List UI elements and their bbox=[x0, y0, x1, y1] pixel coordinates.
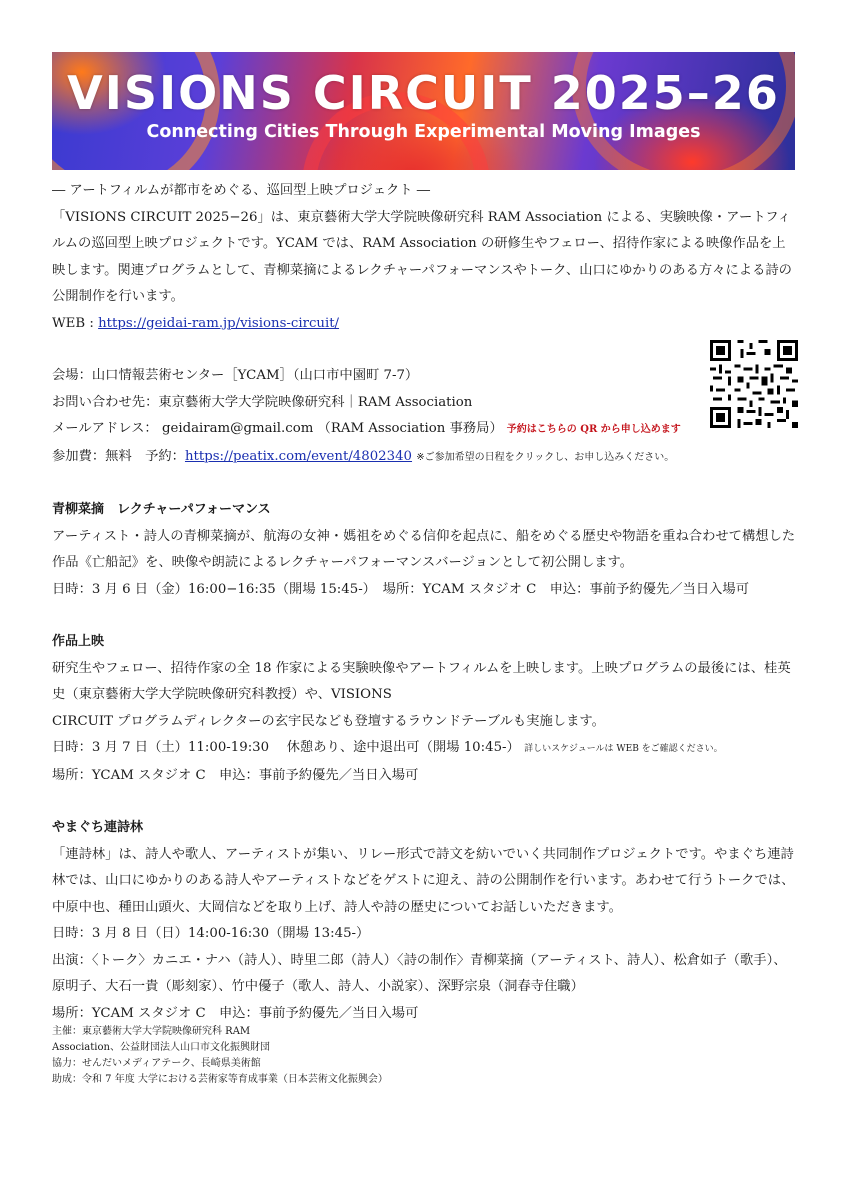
section1-body: アーティスト・詩人の青柳菜摘が、航海の女神・媽祖をめぐる信仰を起点に、船をめぐる歴史や物語を重ね合わせて構想した作品《亡船記》を、映像や朗読によるレクチャーパフォーマンスバージョンとして初公開します。 bbox=[52, 528, 796, 570]
contact-line: お問い合わせ先：東京藝術大学大学院映像研究科｜RAM Association bbox=[52, 394, 473, 410]
intro-tagline: ― アートフィルムが都市をめぐる、巡回型上映プロジェクト ― bbox=[52, 183, 431, 198]
credits-footer bbox=[52, 1024, 452, 1088]
venue-line: 会場：山口情報芸術センター［YCAM］（山口市中園町 7-7） bbox=[52, 368, 419, 383]
intro-body: 「VISIONS CIRCUIT 2025−26」は、東京藝術大学大学院映像研究科 RAM Association による、実験映像・アートフィルムの巡回型上映プロジェクトです。YCAM では、RAM Association の研修生やフェロー、招待作家による映像作品を上映します。関連プログラムとして、青柳菜摘によるレクチャーパフォーマンスやトーク、山口にゆかりのある方々による詩の公開制作を行います。 bbox=[52, 209, 792, 304]
section3-heading: やまぐち連詩林 bbox=[52, 820, 144, 835]
email-line bbox=[52, 416, 797, 444]
section2-body1: 研究生やフェロー、招待作家の全 18 作家による実験映像やアートフィルムを上映します。上映プログラムの最後には、桂英史（東京藝術大学大学院映像研究科教授）や、VISIONS bbox=[52, 660, 791, 702]
email-note: （RAM Association 事務局） bbox=[317, 421, 503, 436]
fee-note: ※ご参加希望の日程をクリックし、お申し込みください。 bbox=[416, 451, 675, 463]
main-content bbox=[52, 178, 797, 1027]
section2-schedule bbox=[52, 735, 797, 763]
fee-prefix: 参加費：無料 予約： bbox=[52, 448, 185, 464]
section3-schedule: 日時：3 月 8 日（日）14:00-16:30（開場 13:45-） bbox=[52, 926, 370, 941]
section2-schedule-note: 詳しいスケジュールは WEB をご確認ください。 bbox=[524, 744, 723, 754]
section2-place: 場所：YCAM スタジオ C 申込：事前予約優先／当日入場可 bbox=[52, 767, 419, 783]
section2-body2: CIRCUIT プログラムディレクターの玄宇民なども登壇するラウンドテーブルも実施します。 bbox=[52, 713, 605, 729]
footer-cooperation: 協力：せんだいメディアテーク、長崎県美術館 bbox=[52, 1058, 261, 1069]
section3-place: 場所：YCAM スタジオ C 申込：事前予約優先／当日入場可 bbox=[52, 1005, 419, 1021]
qr-note: 予約はこちらの QR から申し込めます bbox=[506, 424, 681, 435]
footer-grant: 助成：令和 7 年度 大学における芸術家等育成事業（日本芸術文化振興会） bbox=[52, 1074, 388, 1085]
web-line bbox=[52, 311, 797, 338]
section2-schedule-text: 日時：3 月 7 日（土）11:00-19:30 休憩あり、途中退出可（開場 10:45-） bbox=[52, 740, 520, 755]
fee-line bbox=[52, 444, 797, 472]
section3-body: 「連詩林」は、詩人や歌人、アーティストが集い、リレー形式で詩文を紡いでいく共同制作プロジェクトです。やまぐち連詩林では、山口にゆかりのある詩人やアーティストなどをゲストに迎え、詩の公開制作を行います。あわせて行うトークでは、中原中也、種田山頭火、大岡信などを取り上げ、詩人や詩の歴史についてお話しいただきます。 bbox=[52, 846, 795, 915]
section1-heading: 青柳菜摘 レクチャーパフォーマンス bbox=[52, 502, 271, 517]
banner-subtitle: Connecting Cities Through Experimental Moving Images bbox=[146, 122, 701, 142]
email-address[interactable]: geidairam@gmail.com bbox=[161, 421, 314, 436]
banner-title: VISIONS CIRCUIT 2025–26 bbox=[67, 66, 780, 120]
section3-cast: 出演：〈トーク〉カニエ・ナハ（詩人）、時里二郎（詩人）〈詩の制作〉青柳菜摘（アーティスト、詩人）、松倉如子（歌手）、原明子、大石一貴（彫刻家）、竹中優子（歌人、詩人、小説家）、深野宗泉（洞春寺住職） bbox=[52, 952, 787, 994]
email-label: メールアドレス： bbox=[52, 421, 158, 436]
hero-banner bbox=[52, 52, 795, 170]
web-link[interactable]: https://geidai-ram.jp/visions-circuit/ bbox=[98, 315, 340, 331]
footer-organizer-2: Association、公益財団法人山口市文化振興財団 bbox=[52, 1042, 270, 1053]
web-label: WEB : bbox=[52, 315, 99, 331]
footer-organizer-1: 主催：東京藝術大学大学院映像研究科 RAM bbox=[52, 1026, 251, 1037]
section1-schedule: 日時：3 月 6 日（金）16:00−16:35（開場 15:45-） 場所：YCAM スタジオ C 申込：事前予約優先／当日入場可 bbox=[52, 581, 750, 597]
section2-heading: 作品上映 bbox=[52, 634, 105, 649]
reservation-link[interactable]: https://peatix.com/event/4802340 bbox=[184, 448, 413, 464]
